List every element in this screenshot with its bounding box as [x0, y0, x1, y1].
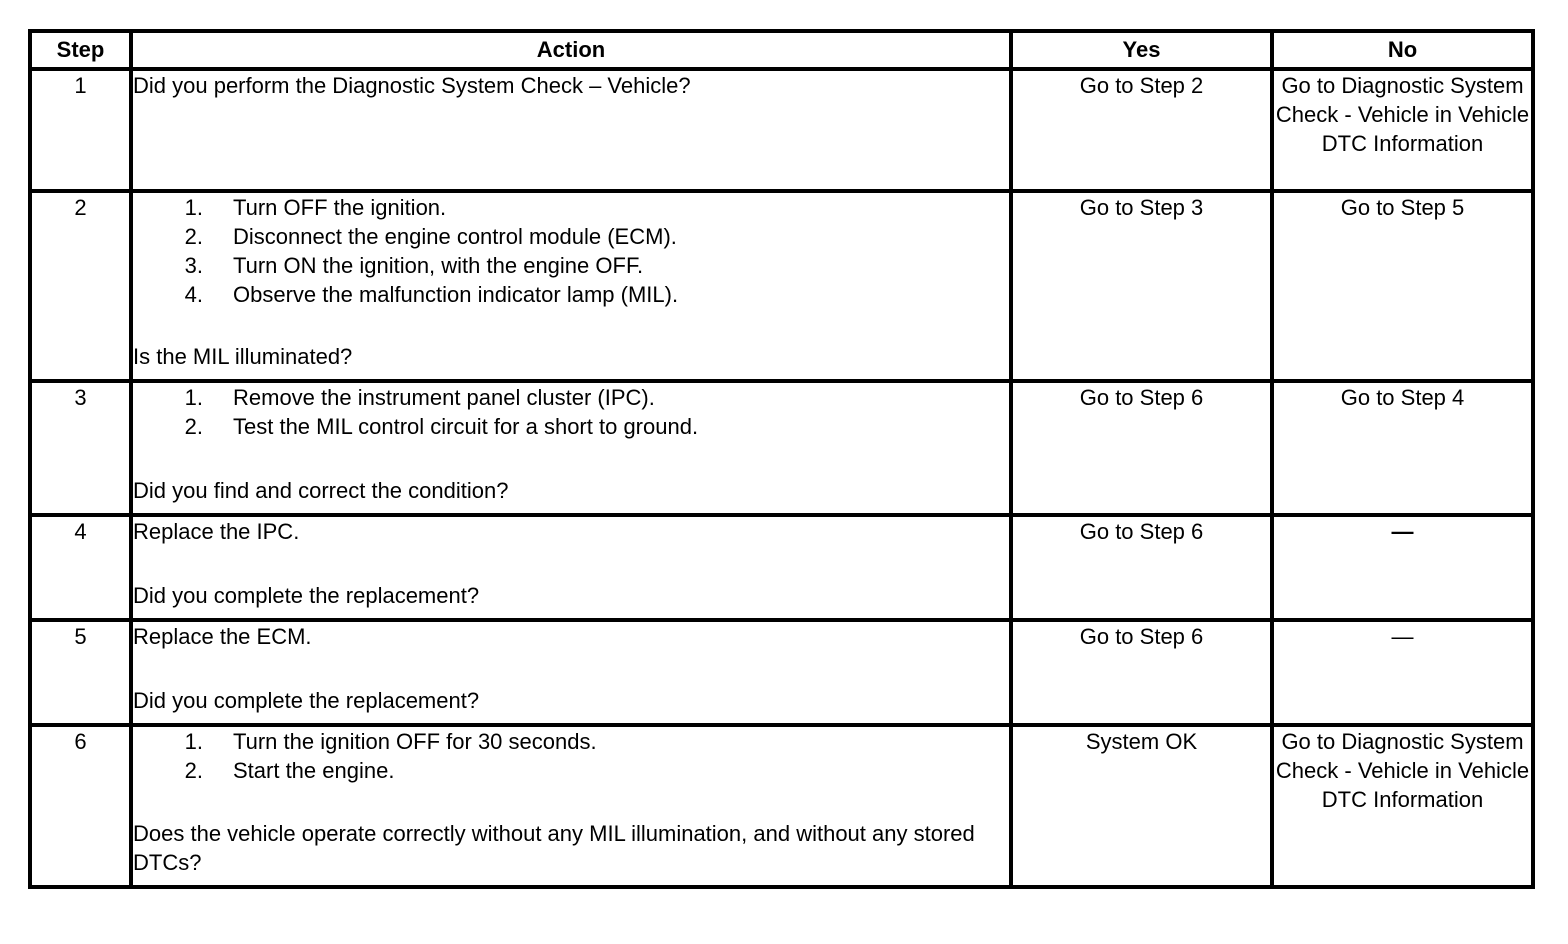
action-cell — [131, 381, 1011, 515]
action-question: Is the MIL illuminated? — [133, 344, 353, 369]
header-no: No — [1272, 31, 1533, 69]
action-step-item: 4. Observe the malfunction indicator lamp (MIL). — [184, 282, 679, 307]
action-step-item: 2. Test the MIL control circuit for a short to ground. — [184, 414, 699, 439]
action-step-item: 1. Turn the ignition OFF for 30 seconds. — [184, 729, 597, 754]
no-cell: Go to Step 4 — [1272, 381, 1533, 515]
step-number: 3 — [30, 381, 131, 515]
no-cell: Go to Step 5 — [1272, 191, 1533, 381]
header-yes: Yes — [1011, 31, 1272, 69]
action-step-item: 2. Disconnect the engine control module (ECM). — [184, 224, 677, 249]
action-step-item: 3. Turn ON the ignition, with the engine OFF. — [184, 253, 644, 278]
action-question: Did you perform the Diagnostic System Check – Vehicle? — [133, 73, 691, 98]
step-number: 5 — [30, 620, 131, 725]
header-action: Action — [131, 31, 1011, 69]
diagnostic-table — [28, 29, 1535, 889]
no-cell: — — [1272, 515, 1533, 620]
header-row — [30, 31, 1533, 69]
table-row — [30, 381, 1533, 515]
yes-cell: Go to Step 6 — [1011, 620, 1272, 725]
action-step-item: 1. Remove the instrument panel cluster (IPC). — [184, 385, 655, 410]
no-cell: Go to Diagnostic System Check - Vehicle in Vehicle DTC Information — [1272, 725, 1533, 887]
action-cell — [131, 191, 1011, 381]
action-cell — [131, 515, 1011, 620]
no-cell: Go to Diagnostic System Check - Vehicle in Vehicle DTC Information — [1272, 69, 1533, 191]
table-row — [30, 725, 1533, 887]
action-cell — [131, 620, 1011, 725]
action-steps-list — [133, 193, 1009, 309]
action-instruction: Replace the ECM. — [133, 624, 312, 649]
action-steps-list — [133, 383, 1009, 441]
action-cell — [131, 69, 1011, 191]
action-question: Did you complete the replacement? — [133, 688, 480, 713]
yes-cell: Go to Step 6 — [1011, 381, 1272, 515]
action-cell — [131, 725, 1011, 887]
step-number: 1 — [30, 69, 131, 191]
step-number: 6 — [30, 725, 131, 887]
action-question: Did you complete the replacement? — [133, 583, 480, 608]
table-row — [30, 515, 1533, 620]
table-row — [30, 69, 1533, 191]
header-step: Step — [30, 31, 131, 69]
yes-cell: System OK — [1011, 725, 1272, 887]
yes-cell: Go to Step 6 — [1011, 515, 1272, 620]
action-steps-list — [133, 727, 1009, 785]
yes-cell: Go to Step 2 — [1011, 69, 1272, 191]
action-step-item: 2. Start the engine. — [184, 758, 395, 783]
action-question: Does the vehicle operate correctly without any MIL illumination, and without any stored DTCs? — [133, 821, 975, 875]
action-step-item: 1. Turn OFF the ignition. — [184, 195, 447, 220]
table-row — [30, 620, 1533, 725]
step-number: 2 — [30, 191, 131, 381]
table-row — [30, 191, 1533, 381]
action-instruction: Replace the IPC. — [133, 519, 300, 544]
yes-cell: Go to Step 3 — [1011, 191, 1272, 381]
step-number: 4 — [30, 515, 131, 620]
no-cell: — — [1272, 620, 1533, 725]
action-question: Did you find and correct the condition? — [133, 478, 509, 503]
